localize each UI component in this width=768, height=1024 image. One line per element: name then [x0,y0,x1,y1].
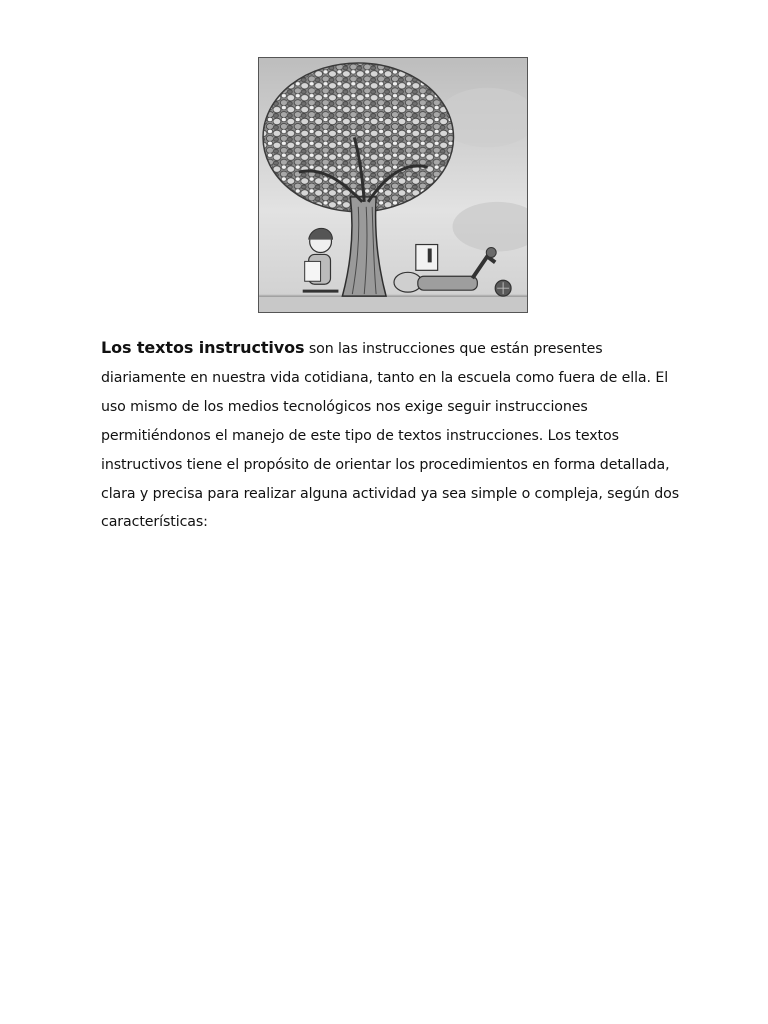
tree-illustration [258,57,528,313]
lead-term: Los textos instructivos [101,338,305,357]
paragraph-text: son las instrucciones que están presentes diariamente en nuestra vida cotidiana, tanto en la escuela como fuera de ella. El uso mismo de los medios tecnológicos nos exige seguir instrucciones permitiéndonos el manejo de este tipo de textos instrucciones. Los textos instructivos tiene el propósito de orientar los procedimientos en forma detallada, clara y precisa para realizar alguna actividad ya sea simple o compleja, según dos características: [101,341,679,531]
tree-with-children-reading-icon [259,58,527,312]
intro-paragraph [101,334,691,537]
